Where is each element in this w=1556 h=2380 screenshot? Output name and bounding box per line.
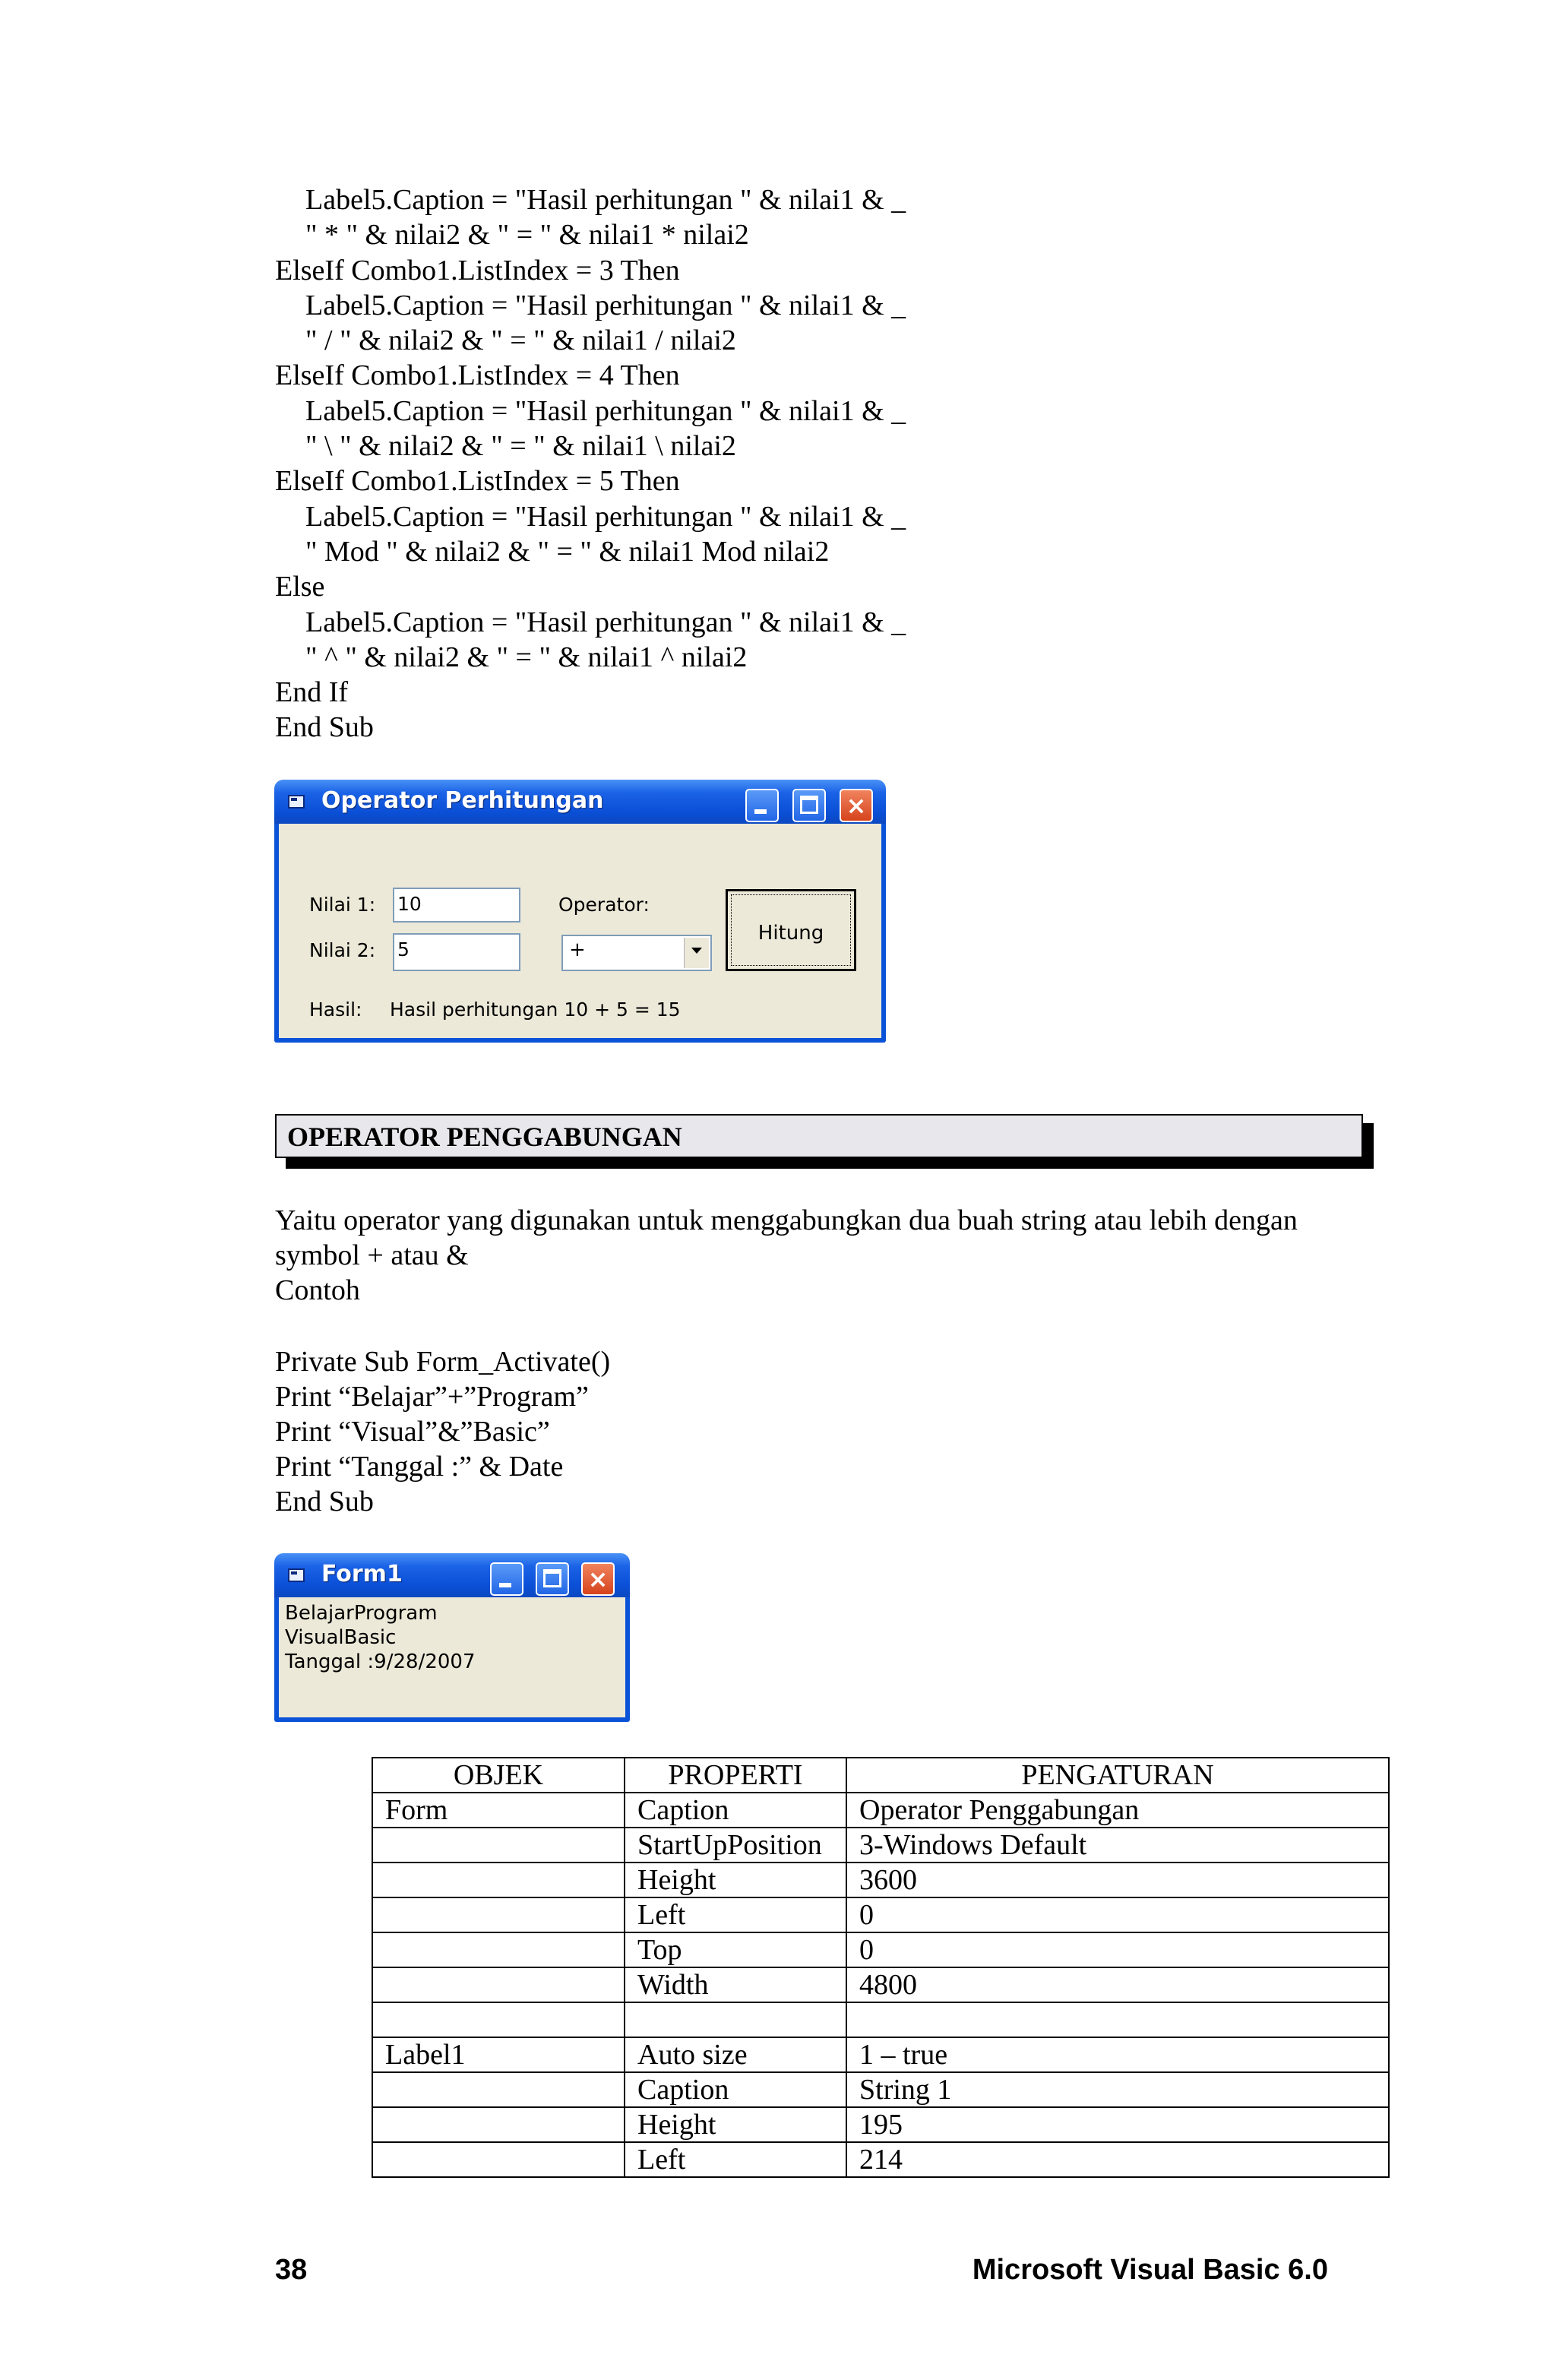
minimize-button[interactable] [490, 1562, 523, 1596]
table-row [372, 1863, 1389, 1897]
table-cell: StartUpPosition [625, 1828, 846, 1863]
section-title: OPERATOR PENGGABUNGAN [287, 1122, 682, 1152]
code2-line: Print “Tanggal :” & Date [275, 1451, 564, 1483]
code2-line: Print “Visual”&”Basic” [275, 1416, 550, 1448]
table-row [372, 2107, 1389, 2142]
code-line: ElseIf Combo1.ListIndex = 5 Then [275, 465, 680, 498]
table-cell [372, 1828, 625, 1863]
table-cell [372, 1863, 625, 1897]
code-line: Label5.Caption = "Hasil perhitungan " & nilai1 & _ [305, 606, 906, 638]
column-header: PROPERTI [625, 1758, 846, 1793]
maximize-icon [543, 1569, 561, 1587]
minimize-icon [499, 1583, 511, 1587]
nilai2-label: Nilai 2: [309, 939, 376, 961]
code-line: Label5.Caption = "Hasil perhitungan " & nilai1 & _ [305, 184, 906, 216]
form-output-line: BelajarProgram [285, 1602, 438, 1625]
close-button[interactable] [581, 1562, 615, 1596]
code-line: Label5.Caption = "Hasil perhitungan " & nilai1 & _ [305, 289, 906, 321]
table-row [372, 1932, 1389, 1967]
code-line: Else [275, 571, 325, 603]
table-row [372, 2037, 1389, 2072]
close-icon: × [587, 1565, 609, 1594]
table-cell: 3-Windows Default [846, 1828, 1389, 1863]
column-header: PENGATURAN [846, 1758, 1389, 1793]
table-row [372, 1967, 1389, 2002]
dropdown-arrow-icon[interactable] [684, 938, 709, 968]
code2-line: Print “Belajar”+”Program” [275, 1381, 589, 1413]
table-cell [846, 2002, 1389, 2037]
close-button[interactable] [840, 789, 873, 822]
operator-selected-value: + [569, 938, 586, 961]
hitung-button-label: Hitung [757, 922, 824, 945]
operator-label: Operator: [558, 894, 650, 916]
table-cell [372, 2107, 625, 2142]
code2-line: Private Sub Form_Activate() [275, 1346, 611, 1378]
window-titlebar[interactable] [274, 1553, 630, 1597]
table-cell [372, 2002, 625, 2037]
book-title: Microsoft Visual Basic 6.0 [972, 2254, 1328, 2286]
form-output-line: VisualBasic [285, 1626, 397, 1649]
section-description-line2: symbol + atau & [275, 1239, 469, 1271]
section-description-line1: Yaitu operator yang digunakan untuk menggabungkan dua buah string atau lebih dengan [275, 1204, 1298, 1236]
table-cell: 214 [846, 2142, 1389, 2177]
code-line: Label5.Caption = "Hasil perhitungan " & nilai1 & _ [305, 500, 906, 533]
table-cell: Width [625, 1967, 846, 2002]
properties-table [372, 1757, 1390, 2178]
code-line: ElseIf Combo1.ListIndex = 3 Then [275, 254, 680, 286]
contoh-label: Contoh [275, 1274, 360, 1306]
maximize-icon [800, 796, 818, 814]
table-cell: Caption [625, 2072, 846, 2107]
window-client-area [279, 824, 881, 1038]
code-line: " \ " & nilai2 & " = " & nilai1 \ nilai2 [305, 430, 736, 463]
table-cell: Operator Penggabungan [846, 1793, 1389, 1828]
maximize-button[interactable] [792, 789, 826, 822]
table-cell [372, 1932, 625, 1967]
code-line: End If [275, 676, 349, 709]
section-heading [275, 1114, 1363, 1158]
table-cell: Label1 [372, 2037, 625, 2072]
table-cell: Auto size [625, 2037, 846, 2072]
table-cell: 195 [846, 2107, 1389, 2142]
table-cell: Top [625, 1932, 846, 1967]
window-client-area [279, 1597, 625, 1717]
code-line: " ^ " & nilai2 & " = " & nilai1 ^ nilai2 [305, 641, 748, 673]
code-block-vb [275, 182, 1415, 745]
table-cell: Height [625, 1863, 846, 1897]
nilai1-input[interactable]: 10 [393, 888, 520, 923]
table-cell: 4800 [846, 1967, 1389, 2002]
table-cell: 1 – true [846, 2037, 1389, 2072]
close-icon: × [846, 791, 867, 820]
table-cell [372, 1967, 625, 2002]
table-cell: 0 [846, 1932, 1389, 1967]
table-cell [625, 2002, 846, 2037]
table-row [372, 1793, 1389, 1828]
code-line: " / " & nilai2 & " = " & nilai1 / nilai2 [305, 324, 736, 357]
app-window-icon [288, 795, 305, 809]
minimize-icon [754, 809, 767, 814]
table-row [372, 1897, 1389, 1932]
table-cell: Left [625, 1897, 846, 1932]
table-row [372, 2072, 1389, 2107]
nilai2-input[interactable]: 5 [393, 933, 520, 971]
hitung-button[interactable] [726, 889, 856, 971]
page-number: 38 [275, 2254, 308, 2286]
window-title: Form1 [321, 1561, 403, 1587]
table-cell: String 1 [846, 2072, 1389, 2107]
column-header: OBJEK [372, 1758, 625, 1793]
code-line: ElseIf Combo1.ListIndex = 4 Then [275, 359, 680, 392]
table-cell: Left [625, 2142, 846, 2177]
table-header-row [372, 1758, 1389, 1793]
table-cell [372, 1897, 625, 1932]
operator-perhitungan-window [274, 780, 886, 1043]
form-output-line: Tanggal :9/28/2007 [285, 1650, 476, 1673]
table-cell [372, 2072, 625, 2107]
table-cell: 3600 [846, 1863, 1389, 1897]
hasil-label: Hasil: [309, 999, 362, 1021]
table-row [372, 2002, 1389, 2037]
table-row [372, 1828, 1389, 1863]
code-line: " * " & nilai2 & " = " & nilai1 * nilai2 [305, 219, 749, 252]
app-window-icon [288, 1568, 305, 1582]
operator-combobox[interactable] [561, 935, 712, 971]
form1-window [274, 1553, 630, 1722]
table-cell: Form [372, 1793, 625, 1828]
nilai1-label: Nilai 1: [309, 894, 376, 916]
minimize-button[interactable] [745, 789, 779, 822]
window-titlebar[interactable] [274, 780, 886, 824]
code-line: End Sub [275, 711, 374, 744]
table-cell: 0 [846, 1897, 1389, 1932]
code-line: Label5.Caption = "Hasil perhitungan " & nilai1 & _ [305, 394, 906, 427]
table-cell: Caption [625, 1793, 846, 1828]
code-line: " Mod " & nilai2 & " = " & nilai1 Mod nilai2 [305, 535, 830, 568]
table-row [372, 2142, 1389, 2177]
hasil-value: Hasil perhitungan 10 + 5 = 15 [390, 999, 681, 1021]
window-title: Operator Perhitungan [321, 787, 604, 814]
code2-line: End Sub [275, 1486, 374, 1518]
table-cell: Height [625, 2107, 846, 2142]
maximize-button[interactable] [536, 1562, 569, 1596]
table-cell [372, 2142, 625, 2177]
